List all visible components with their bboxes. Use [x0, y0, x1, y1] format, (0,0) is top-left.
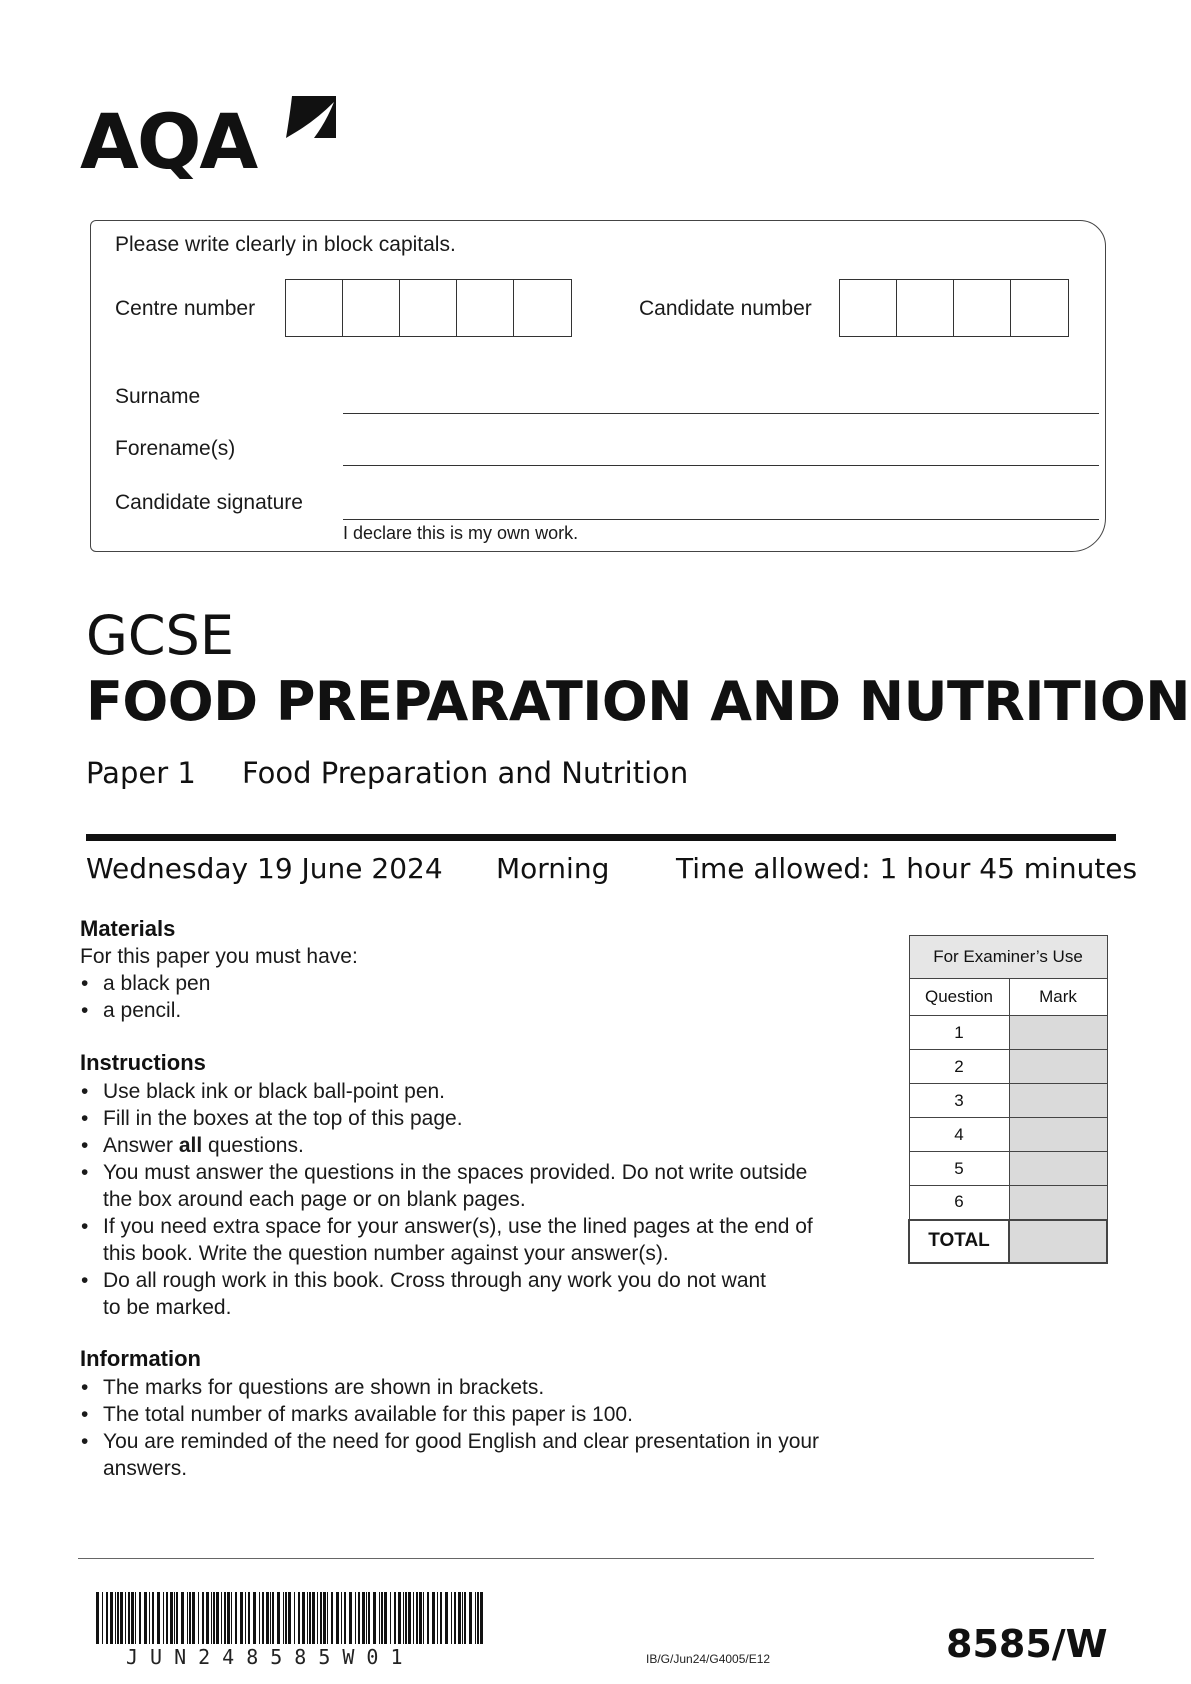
instruction-item: • Fill in the boxes at the top of this page. — [80, 1105, 813, 1132]
centre-number-digit[interactable] — [514, 280, 571, 336]
candidate-number-digit[interactable] — [840, 280, 897, 336]
barcode-bar — [327, 1592, 328, 1644]
subject-title: FOOD PREPARATION AND NUTRITION — [86, 670, 1190, 733]
barcode-bar — [163, 1592, 164, 1644]
barcode-bar — [475, 1592, 476, 1644]
barcode-bar — [128, 1592, 130, 1644]
barcode-bar — [174, 1592, 175, 1644]
materials-item: • a black pen — [80, 970, 210, 997]
instruction-item: • You must answer the questions in the spaces provided. Do not write outside the box around each page or on blank pages. — [80, 1159, 813, 1213]
barcode-bar — [373, 1592, 376, 1644]
paper-number: Paper 1 — [86, 756, 196, 790]
question-number: 4 — [909, 1118, 1009, 1152]
barcode-bar — [125, 1592, 126, 1644]
barcode-bar — [189, 1592, 191, 1644]
instruction-item: • Answer all questions. — [80, 1132, 813, 1159]
centre-number-boxes — [285, 279, 572, 337]
barcode-bar — [115, 1592, 116, 1644]
barcode-bar — [285, 1592, 287, 1644]
forename-label: Forename(s) — [115, 437, 236, 460]
barcode-bar — [405, 1592, 407, 1644]
barcode-bar — [166, 1592, 168, 1644]
barcode-bar — [331, 1592, 333, 1644]
barcode-bar — [259, 1592, 260, 1644]
barcode-bar — [427, 1592, 429, 1644]
barcode-bar — [288, 1592, 291, 1644]
document-reference: IB/G/Jun24/G4005/E12 — [646, 1652, 771, 1666]
barcode-bar — [480, 1592, 483, 1644]
candidate-details-box — [90, 220, 1106, 552]
barcode-bar — [192, 1592, 195, 1644]
candidate-number-digit[interactable] — [954, 280, 1011, 336]
barcode — [96, 1592, 488, 1644]
mark-cell — [1009, 1050, 1107, 1084]
materials-intro: For this paper you must have: — [80, 945, 358, 968]
time-allowed: Time allowed: 1 hour 45 minutes — [676, 852, 1138, 885]
barcode-bar — [312, 1592, 315, 1644]
information-item: • The marks for questions are shown in brackets. — [80, 1374, 819, 1401]
barcode-bar — [294, 1592, 295, 1644]
barcode-bar — [266, 1592, 269, 1644]
barcode-bar — [423, 1592, 424, 1644]
barcode-bar — [349, 1592, 352, 1644]
barcode-bar — [366, 1592, 367, 1644]
instruction-item: • If you need extra space for your answer(s), use the lined pages at the end of this book. Write the question number against your answer(s). — [80, 1213, 813, 1267]
mark-cell — [1009, 1118, 1107, 1152]
centre-number-label: Centre number — [115, 297, 256, 320]
barcode-bar — [437, 1592, 438, 1644]
barcode-bar — [245, 1592, 246, 1644]
barcode-bar — [419, 1592, 422, 1644]
barcode-bar — [231, 1592, 232, 1644]
barcode-bar — [216, 1592, 219, 1644]
materials-list — [80, 970, 210, 1024]
barcode-bar — [344, 1592, 346, 1644]
barcode-bar — [307, 1592, 308, 1644]
instructions-heading: Instructions — [80, 1050, 206, 1075]
barcode-bar — [106, 1592, 108, 1644]
barcode-bar — [176, 1592, 178, 1644]
barcode-bar — [270, 1592, 271, 1644]
barcode-bar — [451, 1592, 452, 1644]
barcode-bar — [454, 1592, 456, 1644]
barcode-bar — [379, 1592, 380, 1644]
barcode-bar — [398, 1592, 401, 1644]
examiner-use-table — [908, 935, 1108, 1264]
barcode-bar — [221, 1592, 222, 1644]
paper-code: 8585/W — [946, 1622, 1108, 1666]
block-capitals-instruction: Please write clearly in block capitals. — [115, 233, 456, 256]
barcode-bar — [96, 1592, 99, 1644]
signature-line[interactable] — [343, 519, 1099, 520]
question-number: 6 — [909, 1186, 1009, 1220]
barcode-bar — [403, 1592, 404, 1644]
barcode-bar — [139, 1592, 141, 1644]
barcode-bar — [157, 1592, 160, 1644]
barcode-bar — [117, 1592, 119, 1644]
barcode-bar — [144, 1592, 147, 1644]
barcode-bar — [206, 1592, 209, 1644]
candidate-number-digit[interactable] — [1011, 280, 1068, 336]
barcode-bar — [277, 1592, 280, 1644]
barcode-bar — [309, 1592, 311, 1644]
barcode-bar — [408, 1592, 411, 1644]
mark-cell — [1009, 1152, 1107, 1186]
barcode-bar — [320, 1592, 322, 1644]
barcode-bar — [384, 1592, 387, 1644]
question-column-header: Question — [909, 979, 1009, 1016]
barcode-bar — [227, 1592, 230, 1644]
barcode-bar — [358, 1592, 360, 1644]
exam-date: Wednesday 19 June 2024 — [86, 852, 443, 885]
barcode-bar — [341, 1592, 342, 1644]
information-item: • You are reminded of the need for good English and clear presentation in your answers. — [80, 1428, 819, 1482]
total-label: TOTAL — [909, 1220, 1009, 1263]
surname-label: Surname — [115, 385, 201, 408]
barcode-bar — [131, 1592, 134, 1644]
barcode-bar — [413, 1592, 414, 1644]
information-list — [80, 1374, 819, 1482]
barcode-bar — [120, 1592, 123, 1644]
barcode-bar — [336, 1592, 339, 1644]
title-divider — [86, 834, 1116, 841]
barcode-bar — [102, 1592, 103, 1644]
barcode-bar — [235, 1592, 237, 1644]
barcode-bar — [152, 1592, 154, 1644]
centre-number-digit[interactable] — [457, 280, 514, 336]
question-number: 1 — [909, 1016, 1009, 1050]
aqa-logo-text: AQA — [80, 97, 257, 186]
qualification-title: GCSE — [86, 604, 234, 667]
barcode-bar — [283, 1592, 284, 1644]
barcode-bar — [298, 1592, 300, 1644]
declaration-text: I declare this is my own work. — [343, 523, 579, 543]
barcode-bar — [432, 1592, 435, 1644]
footer-divider — [78, 1558, 1094, 1559]
barcode-number: JUN248585W01 — [126, 1645, 415, 1669]
barcode-bar — [211, 1592, 212, 1644]
barcode-bar — [469, 1592, 472, 1644]
examiner-table-title: For Examiner’s Use — [909, 936, 1107, 979]
exam-session: Morning — [496, 852, 610, 885]
instructions-list — [80, 1078, 813, 1321]
surname-line[interactable] — [343, 413, 1099, 414]
barcode-bar — [149, 1592, 150, 1644]
barcode-bar — [302, 1592, 305, 1644]
instruction-item: • Use black ink or black ball-point pen. — [80, 1078, 813, 1105]
barcode-bar — [187, 1592, 188, 1644]
barcode-bar — [458, 1592, 461, 1644]
barcode-bar — [135, 1592, 136, 1644]
barcode-bar — [390, 1592, 391, 1644]
mark-cell — [1009, 1186, 1107, 1220]
materials-heading: Materials — [80, 916, 176, 941]
barcode-bar — [368, 1592, 370, 1644]
barcode-bar — [477, 1592, 479, 1644]
mark-cell — [1009, 1084, 1107, 1118]
candidate-number-label: Candidate number — [639, 297, 812, 320]
forename-line[interactable] — [343, 465, 1099, 466]
question-number: 5 — [909, 1152, 1009, 1186]
barcode-bar — [262, 1592, 264, 1644]
information-item: • The total number of marks available for this paper is 100. — [80, 1401, 819, 1428]
barcode-bar — [248, 1592, 250, 1644]
centre-number-digit[interactable] — [286, 280, 343, 336]
instruction-item: • Do all rough work in this book. Cross through any work you do not want to be marked. — [80, 1267, 813, 1321]
barcode-bar — [240, 1592, 243, 1644]
barcode-bar — [362, 1592, 365, 1644]
question-number: 3 — [909, 1084, 1009, 1118]
barcode-bar — [440, 1592, 442, 1644]
barcode-bar — [317, 1592, 318, 1644]
materials-item: • a pencil. — [80, 997, 210, 1024]
barcode-bar — [323, 1592, 326, 1644]
barcode-bar — [202, 1592, 204, 1644]
signature-label: Candidate signature — [115, 491, 303, 514]
barcode-bar — [464, 1592, 466, 1644]
barcode-bar — [381, 1592, 383, 1644]
barcode-bar — [253, 1592, 256, 1644]
barcode-bar — [462, 1592, 463, 1644]
barcode-bar — [416, 1592, 418, 1644]
paper-title: Food Preparation and Nutrition — [242, 756, 689, 790]
barcode-bar — [170, 1592, 173, 1644]
barcode-bar — [213, 1592, 215, 1644]
barcode-bar — [394, 1592, 396, 1644]
question-number: 2 — [909, 1050, 1009, 1084]
aqa-logo-leaf-icon — [282, 92, 338, 156]
barcode-bar — [198, 1592, 199, 1644]
barcode-bar — [445, 1592, 448, 1644]
aqa-logo — [80, 92, 340, 188]
mark-column-header: Mark — [1009, 979, 1107, 1016]
barcode-bar — [181, 1592, 184, 1644]
candidate-number-boxes — [839, 279, 1069, 337]
barcode-bar — [355, 1592, 356, 1644]
candidate-number-digit[interactable] — [897, 280, 954, 336]
barcode-bar — [272, 1592, 274, 1644]
barcode-bar — [224, 1592, 226, 1644]
total-mark-cell — [1009, 1220, 1107, 1263]
barcode-bar — [110, 1592, 113, 1644]
mark-cell — [1009, 1016, 1107, 1050]
information-heading: Information — [80, 1346, 201, 1371]
centre-number-digit[interactable] — [400, 280, 457, 336]
centre-number-digit[interactable] — [343, 280, 400, 336]
